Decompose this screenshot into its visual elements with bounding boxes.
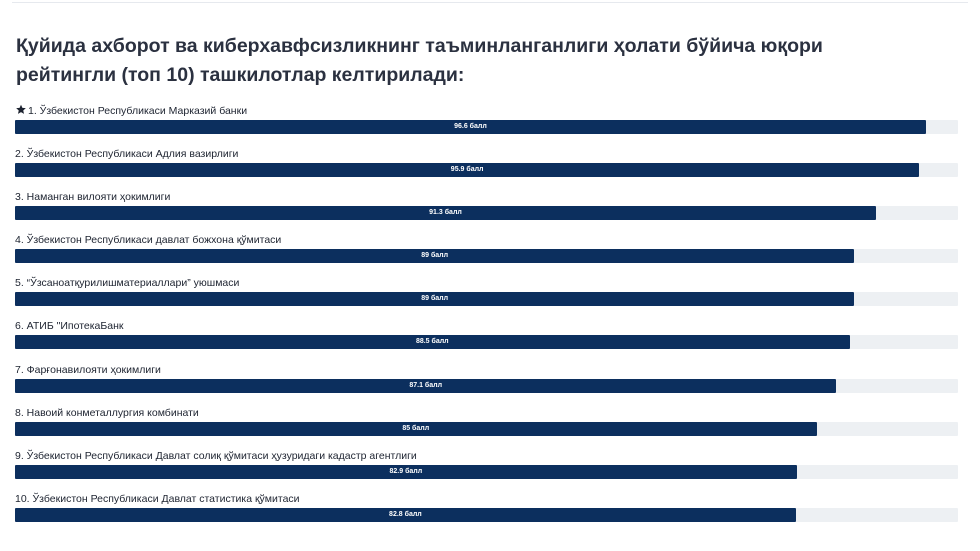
rating-bar-chart: [15, 104, 958, 535]
bar: [15, 120, 926, 134]
bar-value-label: 82.8 балл: [389, 510, 422, 518]
bar-label: [15, 233, 281, 247]
bar-label-text: 6. АТИБ "ИпотекаБанк: [15, 320, 124, 333]
bar: [15, 163, 919, 177]
bar-track: [15, 422, 958, 436]
bar-track: [15, 508, 958, 522]
bar-label: [15, 449, 417, 463]
bar-track: [15, 206, 958, 220]
bar-label: [15, 492, 300, 506]
bar-label-text: 3. Наманган вилояти ҳокимлиги: [15, 191, 171, 204]
bar-label: [15, 319, 124, 333]
bar: [15, 335, 850, 349]
bar-value-label: 91.3 балл: [429, 209, 462, 217]
bar: [15, 465, 797, 479]
chart-row: [15, 147, 958, 190]
bar-value-label: 89 балл: [421, 252, 449, 260]
bar-label: [15, 190, 170, 204]
bar-label-text: 8. Навоий конметаллургия комбинати: [15, 406, 199, 419]
chart-row: [15, 190, 958, 233]
bar-track: [15, 292, 958, 306]
bar-value-label: 95.9 балл: [450, 166, 484, 174]
bar-value-label: 82.9 балл: [389, 467, 423, 475]
bar-label: [15, 104, 247, 118]
bar-track: [15, 465, 958, 479]
bar: [15, 422, 817, 436]
chart-row: [15, 406, 958, 449]
chart-row: [15, 104, 958, 147]
bar-value-label: 89 балл: [421, 295, 449, 303]
bar: [15, 292, 854, 306]
bar: [15, 379, 836, 393]
bar-track: [15, 249, 958, 263]
bar-track: [15, 379, 958, 393]
top-divider: [12, 2, 968, 3]
chart-row: [15, 492, 958, 535]
chart-row: [15, 319, 958, 362]
bar-label: [15, 147, 238, 161]
bar-value-label: 87.1 балл: [409, 381, 443, 389]
bar-label-text: 1. Ўзбекистон Республикаси Марказий банки: [28, 105, 248, 117]
bar-label-text: 9. Ўзбекистон Республикаси Давлат солиқ қўмитаси ҳузуридаги кадастр агентлиги: [15, 449, 417, 462]
bar-label: [15, 363, 161, 377]
chart-row: [15, 276, 958, 319]
bar: [15, 206, 876, 220]
bar-label: [15, 276, 239, 290]
bar-value-label: 96.6 балл: [454, 123, 487, 130]
bar-track: [15, 163, 958, 177]
chart-row: [15, 233, 958, 276]
bar-label: [15, 406, 199, 420]
bar-label-text: 10. Ўзбекистон Республикаси Давлат статистика қўмитаси: [15, 492, 300, 505]
bar-value-label: 88.5 балл: [415, 338, 449, 346]
bar: [15, 508, 796, 522]
bar-label-text: 5. “Ўзсаноатқурилишматериаллари” уюшмаси: [15, 277, 240, 290]
bar-value-label: 85 балл: [402, 424, 430, 432]
page-title: Қуйида ахборот ва киберхавфсизликнинг таъминланганлиги ҳолати бўйича юқори рейтингли (топ 10) ташкилотлар келтирилади:: [16, 35, 823, 86]
chart-row: [15, 363, 958, 406]
star-icon: [15, 104, 27, 115]
bar-label-text: 2. Ўзбекистон Республикаси Адлия вазирлиги: [15, 148, 239, 161]
bar-track: [15, 120, 958, 134]
chart-row: [15, 449, 958, 492]
bar: [15, 249, 854, 263]
bar-label-text: 7. Фарғонавилояти ҳокимлиги: [15, 363, 161, 376]
bar-track: [15, 335, 958, 349]
bar-label-text: 4. Ўзбекистон Республикаси давлат божхона қўмитаси: [15, 234, 282, 247]
